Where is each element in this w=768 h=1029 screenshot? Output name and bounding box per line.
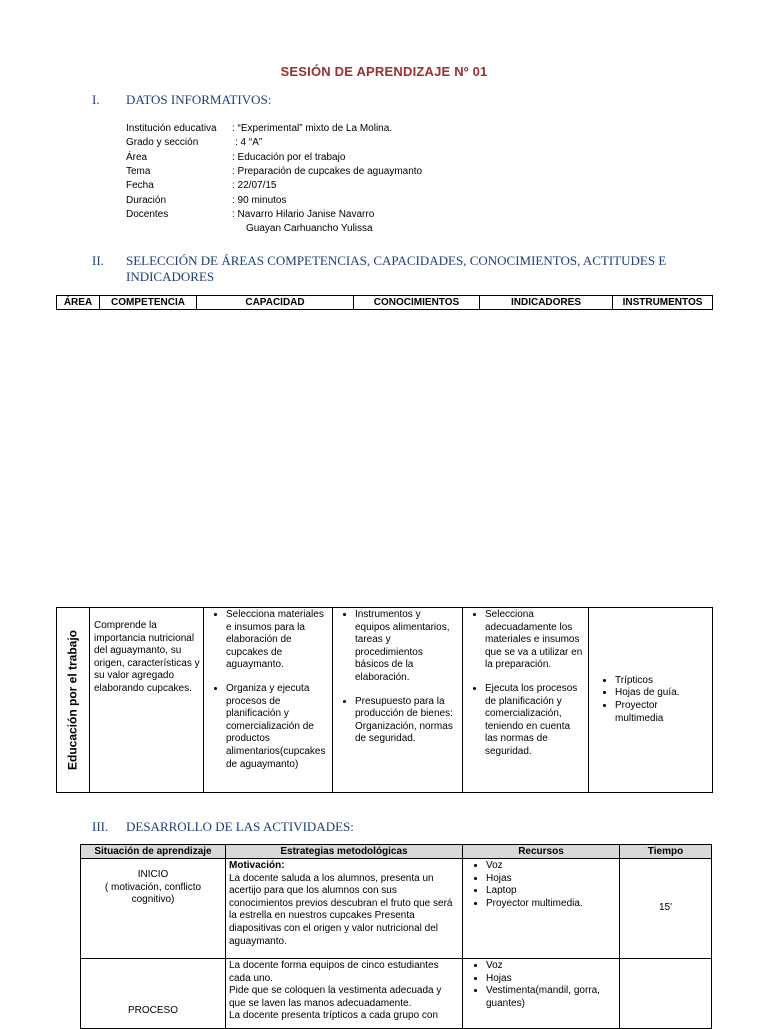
info-label: Área <box>126 152 148 163</box>
info-value: : 4 “A” <box>235 137 263 148</box>
situacion-sub: ( motivación, conflicto cognitivo) <box>104 881 202 906</box>
tiempo-cell <box>620 959 712 1029</box>
info-value: Guayan Carhuancho Yulissa <box>246 223 373 234</box>
header-conocimientos: CONOCIMIENTOS <box>354 296 480 310</box>
recurso-item: • Voz <box>486 960 616 973</box>
estrategia-line: La docente forma equipos de cinco estudiantes cada uno. <box>229 960 439 984</box>
estrategia-title: Motivación: <box>229 860 285 871</box>
competencies-header-table <box>56 295 713 310</box>
recurso-item: • Hojas <box>486 873 616 886</box>
section-2-title-line1: SELECCIÓN DE ÁREAS COMPETENCIAS, CAPACIDADES, CONOCIMIENTOS, ACTITUDES E <box>126 253 667 268</box>
conocimientos-cell <box>333 608 463 793</box>
header-area: ÁREA <box>57 296 100 310</box>
tiempo-cell: 15' <box>620 859 712 959</box>
estrategia-text: La docente saluda a los alumnos, presenta un acertijo para que los alumnos con sus conocimientos previos descubran el fruto que será la estrella en nuestros cupcakes Presenta diapositivas con el origen y valor nutricional del aguaymanto. <box>229 872 453 947</box>
instrumentos-cell <box>589 608 713 793</box>
recursos-cell <box>463 859 620 959</box>
recurso-item: • Hojas <box>486 973 616 986</box>
area-cell <box>57 608 90 793</box>
estrategia-cell <box>226 859 463 959</box>
header-estrategias: Estrategias metodológicas <box>226 845 463 859</box>
estrategia-line: La docente presenta trípticos a cada grupo con <box>229 1010 439 1022</box>
instrumento-item: • Proyector multimedia <box>615 700 708 725</box>
info-value: : Preparación de cupcakes de aguaymanto <box>232 166 423 177</box>
indicador-item: • Ejecuta los procesos de planificación y comercialización, teniendo en cuenta las normas de seguridad. <box>485 683 584 759</box>
section-2-title-line2: INDICADORES <box>126 269 215 284</box>
conocimiento-item: • Instrumentos y equipos alimentarios, tareas y procedimientos básicos de la elaboración. <box>355 609 458 685</box>
instrumento-item: • Trípticos <box>615 675 708 688</box>
instrumento-item: • Hojas de guía. <box>615 687 708 700</box>
info-label: Fecha <box>126 180 154 191</box>
situacion-label: INICIO <box>137 869 169 880</box>
header-capacidad: CAPACIDAD <box>197 296 354 310</box>
area-label: Educación por el trabajo <box>65 629 80 771</box>
info-value: : Navarro Hilario Janise Navarro <box>232 209 375 220</box>
header-indicadores: INDICADORES <box>480 296 613 310</box>
indicadores-cell <box>463 608 589 793</box>
competencia-cell: Comprende la importancia nutricional del aguaymanto, su origen, características y su valor agregado elaborando cupcakes. <box>90 608 204 793</box>
header-competencia: COMPETENCIA <box>100 296 197 310</box>
recurso-item: • Proyector multimedia. <box>486 898 616 911</box>
header-recursos: Recursos <box>463 845 620 859</box>
info-label: Docentes <box>126 209 169 220</box>
table-row <box>81 959 712 1029</box>
estrategia-line: Pide que se coloquen la vestimenta adecuada y que se laven las manos adecuadamente. <box>229 985 442 1009</box>
info-label: Institución educativa <box>126 123 217 134</box>
section-2-title <box>126 253 666 285</box>
header-situacion: Situación de aprendizaje <box>81 845 226 859</box>
info-value: : “Experimental” mixto de La Molina. <box>232 123 393 134</box>
recursos-cell <box>463 959 620 1029</box>
section-1-title: DATOS INFORMATIVOS: <box>126 92 272 107</box>
conocimiento-item: • Presupuesto para la producción de bienes: Organización, normas de seguridad. <box>355 696 458 746</box>
info-value: : 90 minutos <box>232 195 287 206</box>
estrategia-cell <box>226 959 463 1029</box>
header-instrumentos: INSTRUMENTOS <box>613 296 713 310</box>
recurso-item: • Laptop <box>486 885 616 898</box>
capacidad-cell <box>204 608 333 793</box>
section-3-title: DESARROLLO DE LAS ACTIVIDADES: <box>126 819 354 834</box>
info-label: Duración <box>126 195 167 206</box>
activities-table <box>80 844 712 1029</box>
page-title: SESIÓN DE APRENDIZAJE Nº 01 <box>280 64 488 79</box>
capacidad-item: • Selecciona materiales e insumos para la elaboración de cupcakes de aguaymanto. <box>226 609 328 672</box>
situacion-cell: PROCESO <box>81 959 226 1029</box>
info-label: Tema <box>126 166 151 177</box>
section-1-number: I. <box>92 92 100 107</box>
recurso-item: • Vestimenta(mandil, gorra, guantes) <box>486 985 616 1010</box>
section-3-number: III. <box>92 819 109 834</box>
info-label: Grado y sección <box>126 137 199 148</box>
competencies-table <box>56 607 713 793</box>
recurso-item: • Voz <box>486 860 616 873</box>
indicador-item: • Selecciona adecuadamente los materiales e insumos que se va a utilizar en la preparación. <box>485 609 584 672</box>
capacidad-item: • Organiza y ejecuta procesos de planificación y comercialización de productos alimentarios(cupcakes de aguaymanto) <box>226 683 328 771</box>
info-value: : 22/07/15 <box>232 180 277 191</box>
section-2-number: II. <box>92 253 104 268</box>
info-value: : Educación por el trabajo <box>232 152 346 163</box>
table-row <box>81 859 712 959</box>
situacion-cell <box>81 859 226 959</box>
header-tiempo: Tiempo <box>620 845 712 859</box>
